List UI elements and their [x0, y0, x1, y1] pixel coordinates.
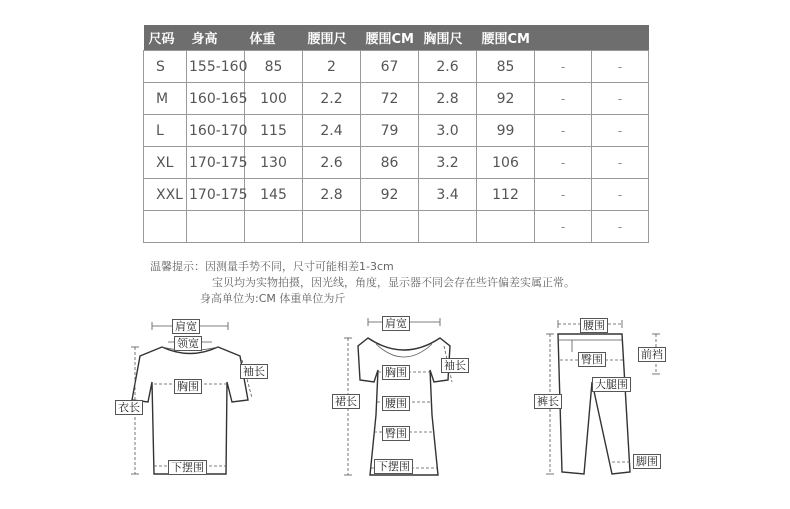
dress-waist-label: 腰围 [382, 396, 410, 411]
table-cell: XXL [144, 179, 187, 211]
tshirt-diagram [110, 312, 280, 502]
table-cell: 92 [361, 179, 419, 211]
table-row [144, 115, 649, 147]
table-cell: 3.0 [419, 115, 477, 147]
table-cell: 85 [477, 51, 535, 83]
table-cell: 3.2 [419, 147, 477, 179]
table-cell: 106 [477, 147, 535, 179]
size-chart-table [143, 25, 649, 243]
table-cell: 115 [245, 115, 303, 147]
table-cell [361, 211, 419, 243]
table-cell: 72 [361, 83, 419, 115]
pants-front-rise-label: 前裆 [638, 347, 666, 362]
table-cell: - [535, 179, 592, 211]
dress-diagram [330, 310, 480, 505]
header-chest-chi: 胸围尺 [419, 25, 477, 51]
table-cell: 130 [245, 147, 303, 179]
table-cell: 160-165 [187, 83, 245, 115]
header-blank-1 [535, 25, 592, 51]
table-cell: L [144, 115, 187, 147]
table-cell: 155-160 [187, 51, 245, 83]
size-notes [150, 259, 575, 307]
table-cell: 67 [361, 51, 419, 83]
table-cell: 112 [477, 179, 535, 211]
table-row [144, 147, 649, 179]
table-cell: 2.8 [303, 179, 361, 211]
table-row [144, 211, 649, 243]
table-cell: 160-170 [187, 115, 245, 147]
pants-waist-label: 腰围 [580, 318, 608, 333]
table-cell: - [535, 147, 592, 179]
pants-thigh-label: 大腿围 [592, 377, 631, 392]
table-cell [477, 211, 535, 243]
table-cell: - [535, 83, 592, 115]
table-cell: 99 [477, 115, 535, 147]
tshirt-neck-label: 领宽 [174, 336, 202, 351]
table-cell: 2.6 [419, 51, 477, 83]
table-cell: 85 [245, 51, 303, 83]
table-cell: - [592, 179, 649, 211]
table-cell: - [592, 211, 649, 243]
header-weight: 体重 [245, 25, 303, 51]
pants-length-label: 裤长 [534, 394, 562, 409]
note-photo: 宝贝均为实物拍摄，因光线，角度，显示器不同会存在些许偏差实属正常。 [212, 276, 575, 289]
table-header-row [144, 25, 649, 51]
table-cell: - [535, 211, 592, 243]
table-cell: XL [144, 147, 187, 179]
dress-chest-label: 胸围 [382, 365, 410, 380]
table-cell: S [144, 51, 187, 83]
table-row [144, 179, 649, 211]
table-cell: 2.6 [303, 147, 361, 179]
dress-length-label: 裙长 [332, 394, 360, 409]
table-cell: 2 [303, 51, 361, 83]
table-cell: - [592, 115, 649, 147]
table-cell: 3.4 [419, 179, 477, 211]
table-cell: 145 [245, 179, 303, 211]
header-waist-cm: 腰围CM [361, 25, 419, 51]
table-cell [419, 211, 477, 243]
pants-leg-opening-label: 脚围 [633, 454, 661, 469]
tshirt-chest-label: 胸围 [174, 379, 202, 394]
table-cell: - [592, 51, 649, 83]
table-cell: 2.4 [303, 115, 361, 147]
table-cell: 92 [477, 83, 535, 115]
table-cell: 100 [245, 83, 303, 115]
pants-hip-label: 臀围 [578, 352, 606, 367]
table-row [144, 51, 649, 83]
table-cell: - [535, 115, 592, 147]
tshirt-sleeve-label: 袖长 [240, 364, 268, 379]
table-cell: 2.2 [303, 83, 361, 115]
tshirt-shoulder-label: 肩宽 [172, 319, 200, 334]
note-units: 身高单位为:CM 体重单位为斤 [200, 292, 346, 305]
dress-hip-label: 臀围 [382, 426, 410, 441]
header-blank-2 [592, 25, 649, 51]
table-cell [303, 211, 361, 243]
table-cell: - [535, 51, 592, 83]
table-cell: 170-175 [187, 179, 245, 211]
header-waist-chi: 腰围尺 [303, 25, 361, 51]
table-cell: 170-175 [187, 147, 245, 179]
pants-diagram [532, 312, 692, 502]
table-cell: 86 [361, 147, 419, 179]
table-cell: M [144, 83, 187, 115]
table-cell [245, 211, 303, 243]
table-cell: - [592, 83, 649, 115]
note-measurement: 温馨提示：因测量手势不同，尺寸可能相差1-3cm [150, 260, 394, 273]
header-size: 尺码 [144, 25, 187, 51]
table-cell: 79 [361, 115, 419, 147]
table-cell [144, 211, 187, 243]
dress-hem-label: 下摆围 [374, 459, 413, 474]
dress-sleeve-label: 袖长 [441, 358, 469, 373]
table-cell: - [592, 147, 649, 179]
dress-shoulder-label: 肩宽 [382, 316, 410, 331]
header-waist-cm-2: 腰围CM [477, 25, 535, 51]
table-cell [187, 211, 245, 243]
header-height: 身高 [187, 25, 245, 51]
tshirt-hem-label: 下摆围 [168, 460, 207, 475]
table-row [144, 83, 649, 115]
tshirt-length-label: 衣长 [115, 400, 143, 415]
table-cell: 2.8 [419, 83, 477, 115]
